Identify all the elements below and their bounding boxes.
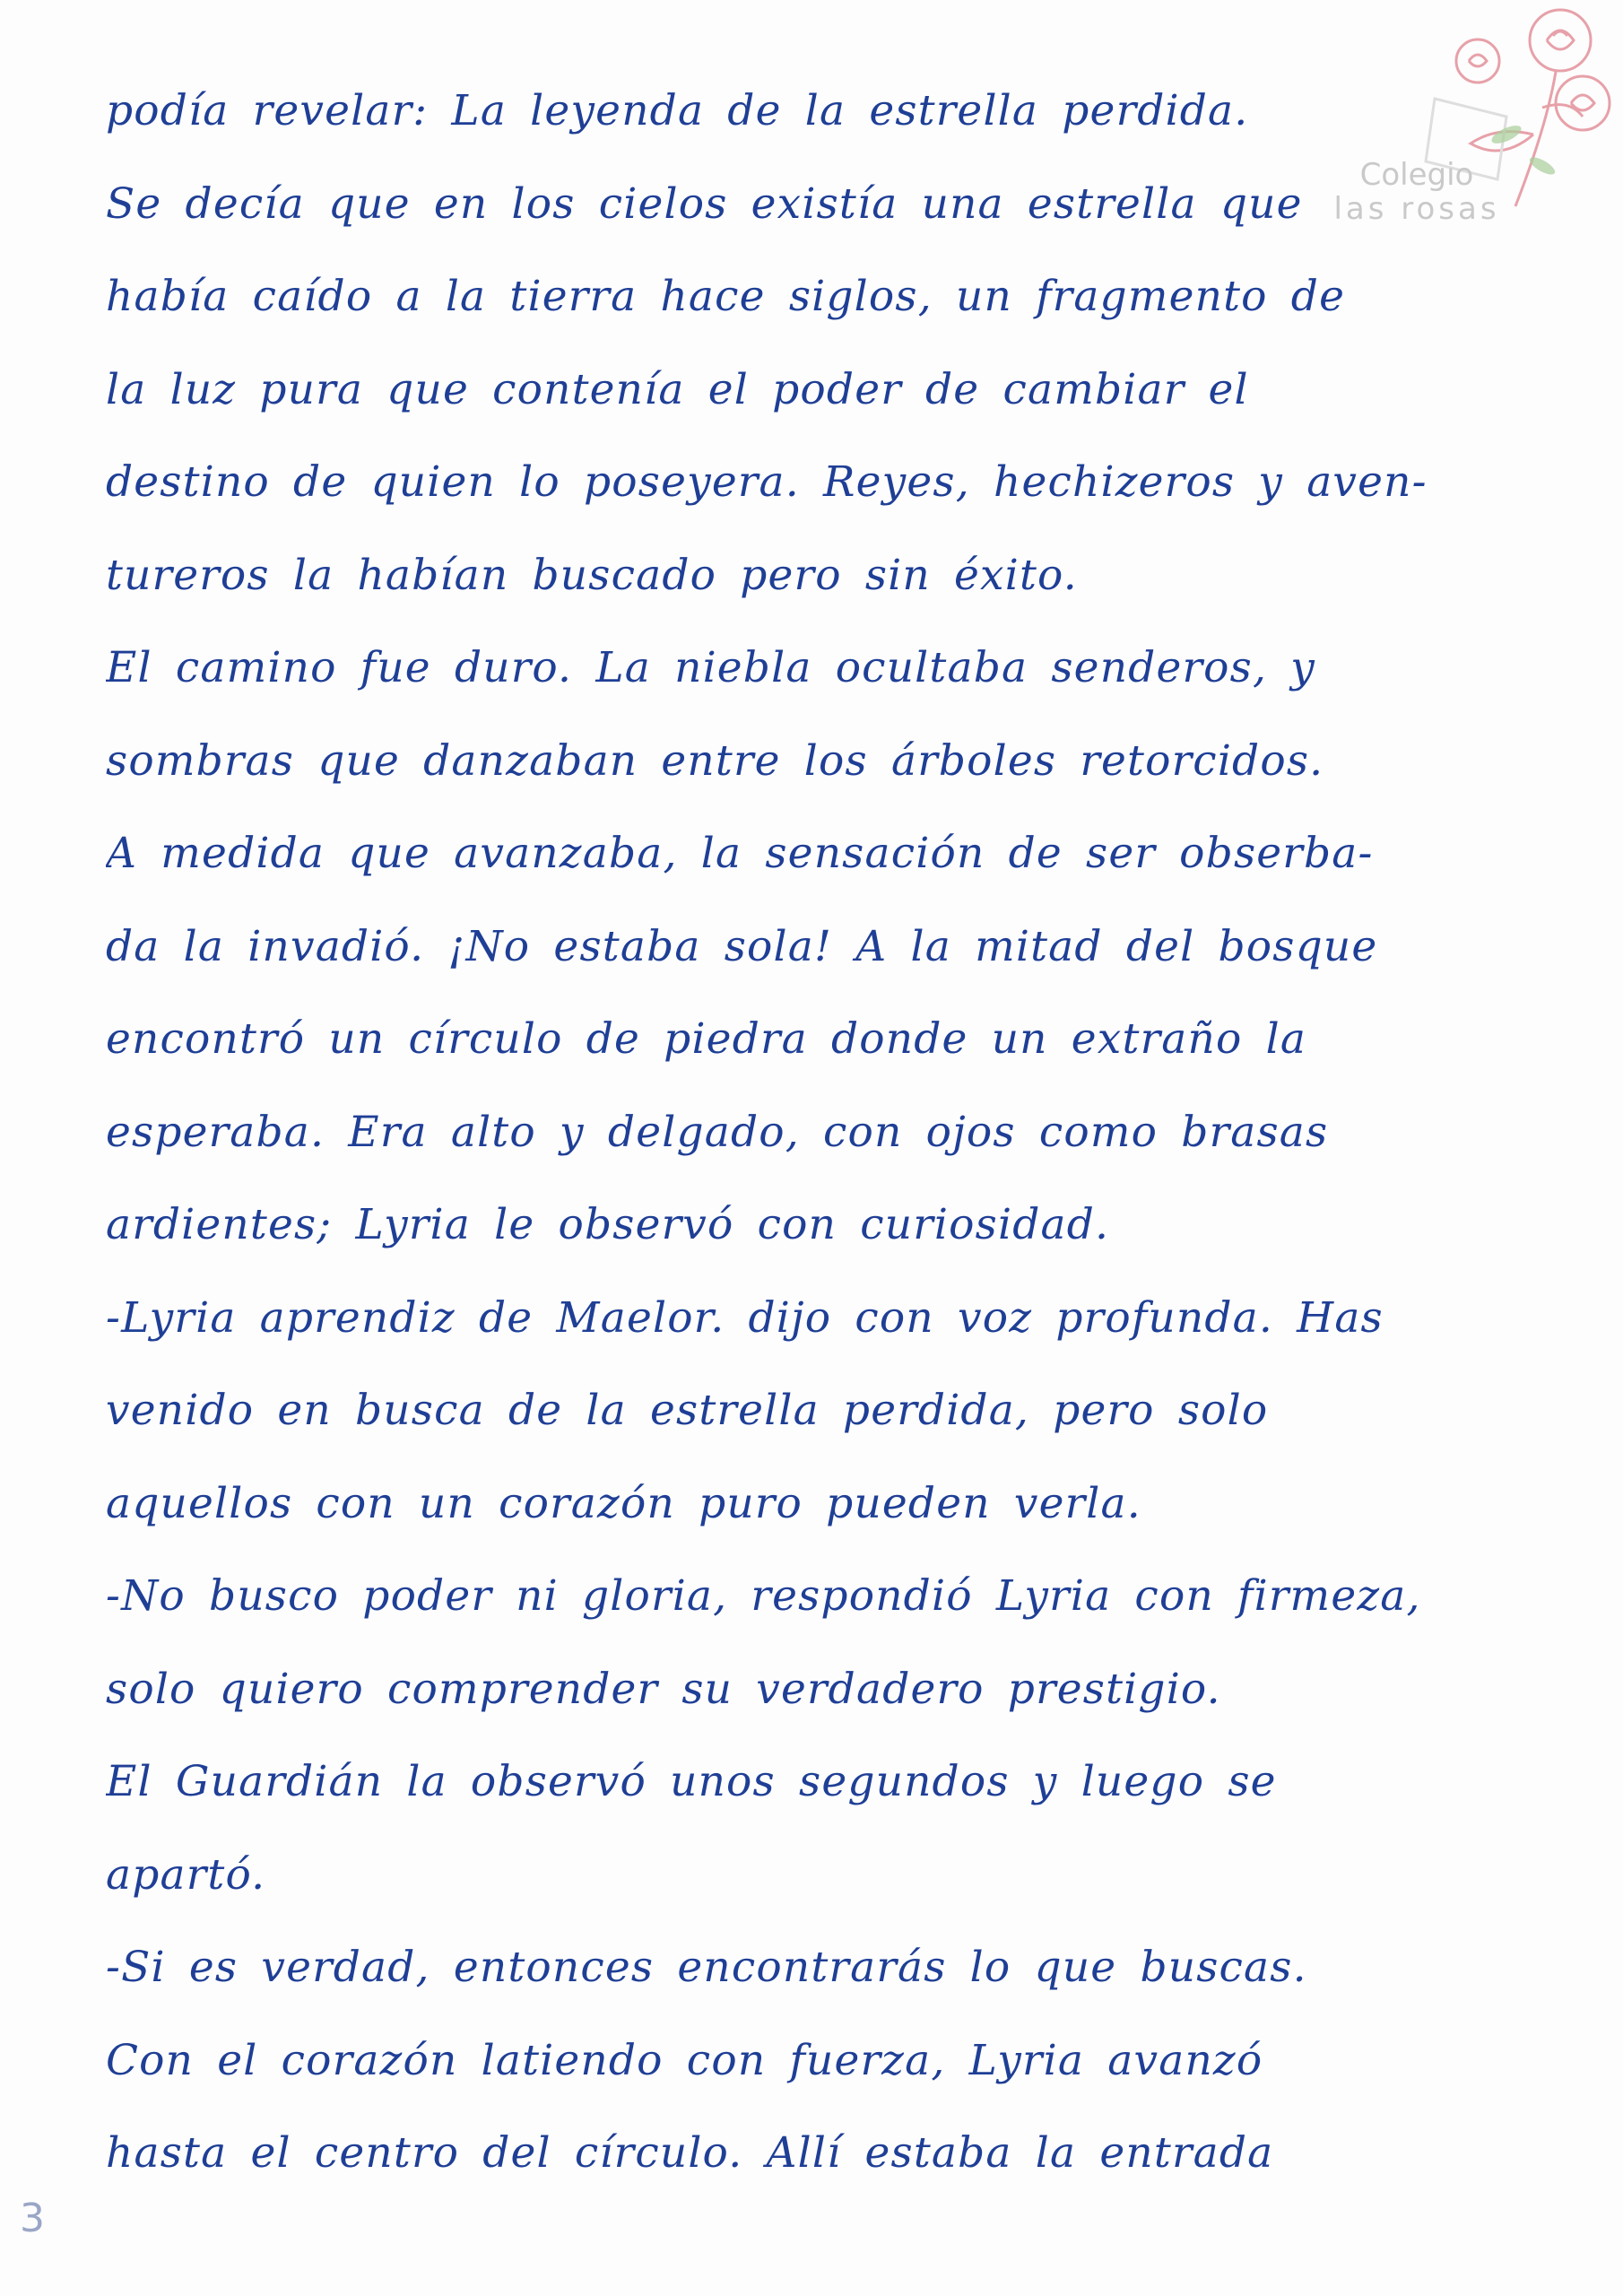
text-line: encontró un círculo de piedra donde un extraño la [106,1014,1307,1064]
text-line: había caído a la tierra hace siglos, un fragmento de [106,272,1346,321]
watermark-line-1: Colegio [1359,157,1474,193]
text-line: sombras que danzaban entre los árboles retorcidos. [106,735,1324,786]
text-line: -Lyria aprendiz de Maelor. dijo con voz profunda. Has [106,1292,1384,1343]
page-number: 3 [20,2196,45,2241]
text-line: Se decía que en los cielos existía una estrella que [106,178,1303,229]
text-line: esperaba. Era alto y delgado, con ojos como brasas [106,1107,1329,1157]
text-line: -Si es verdad, entonces encontrarás lo que buscas. [106,1943,1307,1992]
text-line: destino de quien lo poseyera. Reyes, hechizeros y aven- [106,457,1428,507]
text-line: A medida que avanzaba, la sensación de ser obserba- [106,829,1374,878]
text-line: aquellos con un corazón puro pueden verla. [106,1478,1141,1528]
text-line: la luz pura que contenía el poder de cambiar el [106,364,1249,414]
handwritten-text [106,65,1594,2200]
watermark-line-2: las rosas [1333,191,1500,227]
text-line: venido en busca de la estrella perdida, pero solo [106,1386,1269,1435]
text-line: solo quiero comprender su verdadero prestigio. [106,1664,1221,1714]
text-line: El Guardián la observó unos segundos y luego se [106,1757,1277,1806]
text-line: podía revelar: La leyenda de la estrella perdida. [106,86,1249,135]
text-line: El camino fue duro. La niebla ocultaba senderos, y [106,643,1315,692]
text-line: da la invadió. ¡No estaba sola! A la mitad del bosque [106,921,1378,971]
text-line: -No busco poder ni gloria, respondió Lyria con firmeza, [106,1571,1421,1621]
text-line: tureros la habían buscado pero sin éxito. [106,550,1078,600]
text-line: ardientes; Lyria le observó con curiosidad. [106,1200,1110,1249]
text-line: apartó. [106,1849,266,1900]
text-line: Con el corazón latiendo con fuerza, Lyria avanzó [106,2035,1263,2085]
text-line: hasta el centro del círculo. Allí estaba la entrada [106,2128,1274,2178]
